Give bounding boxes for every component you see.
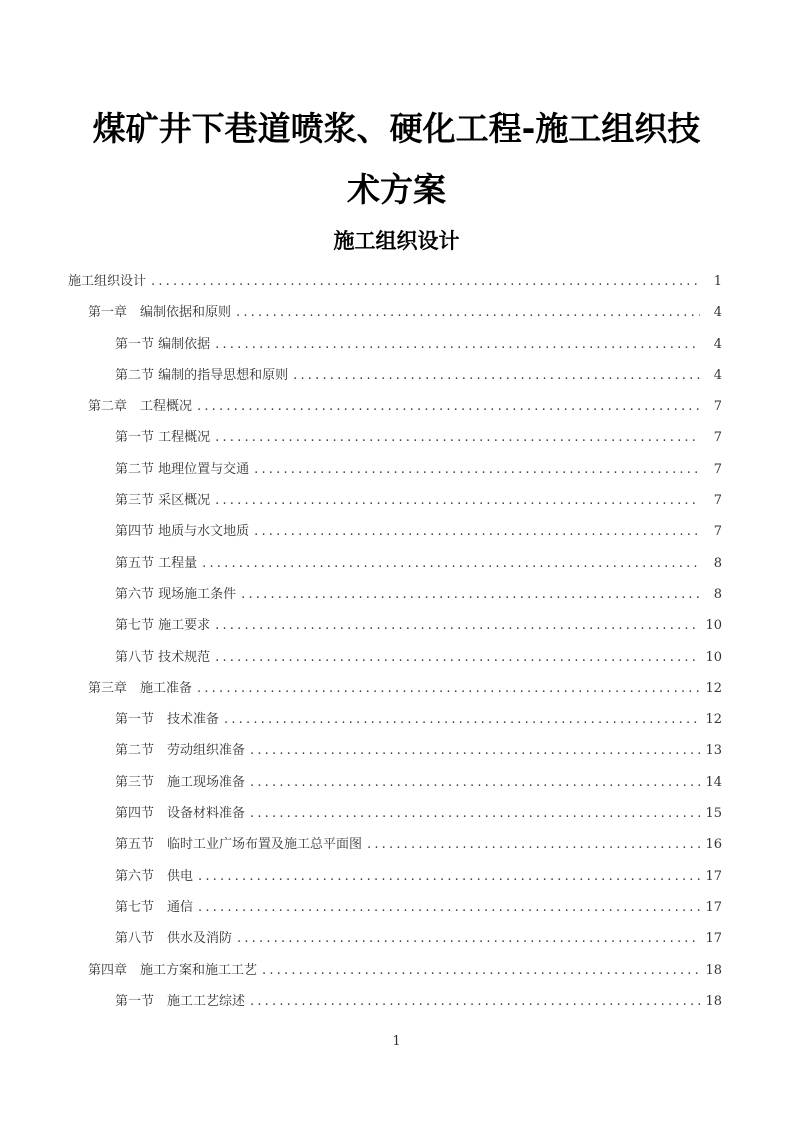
- document-subtitle: 施工组织设计: [333, 229, 460, 253]
- toc-dot-leader: [367, 829, 700, 860]
- toc-entry[interactable]: [68, 516, 722, 547]
- toc-entry-title: 第八节 供水及消防: [115, 931, 233, 947]
- toc-entry-page-number: 4: [713, 305, 722, 321]
- toc-entry-page-number: 4: [713, 367, 722, 383]
- toc-entry[interactable]: [68, 735, 722, 766]
- toc-entry-title: 第二节 劳动组织准备: [115, 743, 246, 759]
- toc-entry[interactable]: [68, 329, 722, 360]
- toc-dot-leader: [236, 297, 700, 328]
- toc-entry-title: 第四节 地质与水文地质: [115, 524, 250, 540]
- toc-entry[interactable]: [68, 704, 722, 735]
- toc-dot-leader: [151, 266, 700, 297]
- toc-entry[interactable]: [68, 673, 722, 704]
- toc-dot-leader: [197, 391, 700, 422]
- toc-dot-leader: [215, 642, 700, 673]
- toc-entry-page-number: 18: [705, 993, 722, 1009]
- toc-entry-title: 第三节 施工现场准备: [115, 774, 246, 790]
- toc-entry-page-number: 13: [705, 743, 722, 759]
- toc-dot-leader: [254, 454, 700, 485]
- toc-entry-title: 第二节 地理位置与交通: [115, 461, 250, 477]
- toc-entry-page-number: 10: [705, 618, 722, 634]
- toc-entry-page-number: 7: [713, 461, 722, 477]
- toc-entry-page-number: 12: [705, 680, 722, 696]
- toc-entry[interactable]: [68, 266, 722, 297]
- toc-entry-title: 第八节 技术规范: [115, 649, 211, 665]
- toc-entry-title: 第一节 编制依据: [115, 336, 211, 352]
- toc-entry-title: 第三章 施工准备: [88, 680, 193, 696]
- toc-dot-leader: [198, 861, 700, 892]
- toc-entry-page-number: 16: [705, 837, 722, 853]
- toc-dot-leader: [241, 579, 700, 610]
- toc-entry-page-number: 7: [713, 399, 722, 415]
- toc-entry[interactable]: [68, 861, 722, 892]
- toc-entry-title: 第五节 临时工业广场布置及施工总平面图: [115, 837, 363, 853]
- toc-entry-title: 第六节 现场施工条件: [115, 586, 237, 602]
- toc-entry-page-number: 8: [713, 555, 722, 571]
- toc-entry-title: 第四章 施工方案和施工工艺: [88, 962, 258, 978]
- toc-entry[interactable]: [68, 829, 722, 860]
- toc-entry[interactable]: [68, 485, 722, 516]
- toc-entry[interactable]: [68, 610, 722, 641]
- toc-entry-page-number: 7: [713, 524, 722, 540]
- toc-dot-leader: [197, 673, 700, 704]
- toc-entry-title: 第六节 供电: [115, 868, 194, 884]
- toc-entry-title: 第一节 施工工艺综述: [115, 993, 246, 1009]
- toc-entry-title: 第五节 工程量: [115, 555, 198, 571]
- document-title-line-2: 术方案: [347, 170, 446, 209]
- toc-dot-leader: [215, 610, 700, 641]
- toc-entry[interactable]: [68, 360, 722, 391]
- toc-entry-page-number: 18: [705, 962, 722, 978]
- document-title: [0, 0, 793, 220]
- toc-entry[interactable]: [68, 548, 722, 579]
- toc-entry[interactable]: [68, 767, 722, 798]
- toc-entry-page-number: 14: [705, 774, 722, 790]
- toc-dot-leader: [215, 485, 700, 516]
- toc-entry-page-number: 1: [713, 274, 722, 289]
- toc-entry-page-number: 8: [713, 586, 722, 602]
- toc-entry-title: 第二节 编制的指导思想和原则: [115, 367, 289, 383]
- toc-entry[interactable]: [68, 454, 722, 485]
- toc-dot-leader: [250, 735, 700, 766]
- toc-entry-page-number: 10: [705, 649, 722, 665]
- toc-entry[interactable]: [68, 642, 722, 673]
- toc-dot-leader: [262, 955, 700, 986]
- toc-entry-page-number: 4: [713, 336, 722, 352]
- page-number: 1: [392, 1034, 401, 1049]
- toc-dot-leader: [254, 516, 700, 547]
- toc-entry[interactable]: [68, 391, 722, 422]
- toc-entry[interactable]: [68, 923, 722, 954]
- toc-entry[interactable]: [68, 422, 722, 453]
- toc-entry[interactable]: [68, 955, 722, 986]
- toc-dot-leader: [198, 892, 700, 923]
- toc-entry[interactable]: [68, 297, 722, 328]
- toc-dot-leader: [215, 422, 700, 453]
- toc-entry[interactable]: [68, 798, 722, 829]
- toc-entry-title: 第一章 编制依据和原则: [88, 305, 232, 321]
- toc-entry-title: 第七节 通信: [115, 899, 194, 915]
- toc-entry-page-number: 15: [705, 806, 722, 822]
- toc-dot-leader: [293, 360, 700, 391]
- toc-entry-page-number: 17: [705, 868, 722, 884]
- toc-entry-title: 第四节 设备材料准备: [115, 806, 246, 822]
- toc-entry-title: 施工组织设计: [68, 274, 147, 289]
- toc-entry-page-number: 17: [705, 931, 722, 947]
- toc-entry-page-number: 17: [705, 899, 722, 915]
- toc-entry-title: 第三节 采区概况: [115, 493, 211, 509]
- toc-dot-leader: [250, 986, 700, 1017]
- toc-entry-page-number: 7: [713, 430, 722, 446]
- toc-dot-leader: [237, 923, 700, 954]
- toc-dot-leader: [215, 329, 700, 360]
- toc-entry-title: 第一节 技术准备: [115, 712, 220, 728]
- toc-dot-leader: [250, 767, 700, 798]
- toc-entry-page-number: 7: [713, 493, 722, 509]
- toc-entry-title: 第一节 工程概况: [115, 430, 211, 446]
- toc-entry-title: 第二章 工程概况: [88, 399, 193, 415]
- toc-entry-title: 第七节 施工要求: [115, 618, 211, 634]
- toc-dot-leader: [250, 798, 700, 829]
- toc-dot-leader: [202, 548, 700, 579]
- toc-dot-leader: [224, 704, 700, 735]
- toc-entry[interactable]: [68, 579, 722, 610]
- document-title-line-1: 煤矿井下巷道喷浆、硬化工程-施工组织技: [92, 109, 701, 148]
- toc-entry[interactable]: [68, 986, 722, 1017]
- toc-entry[interactable]: [68, 892, 722, 923]
- table-of-contents: [68, 266, 722, 1017]
- toc-entry-page-number: 12: [705, 712, 722, 728]
